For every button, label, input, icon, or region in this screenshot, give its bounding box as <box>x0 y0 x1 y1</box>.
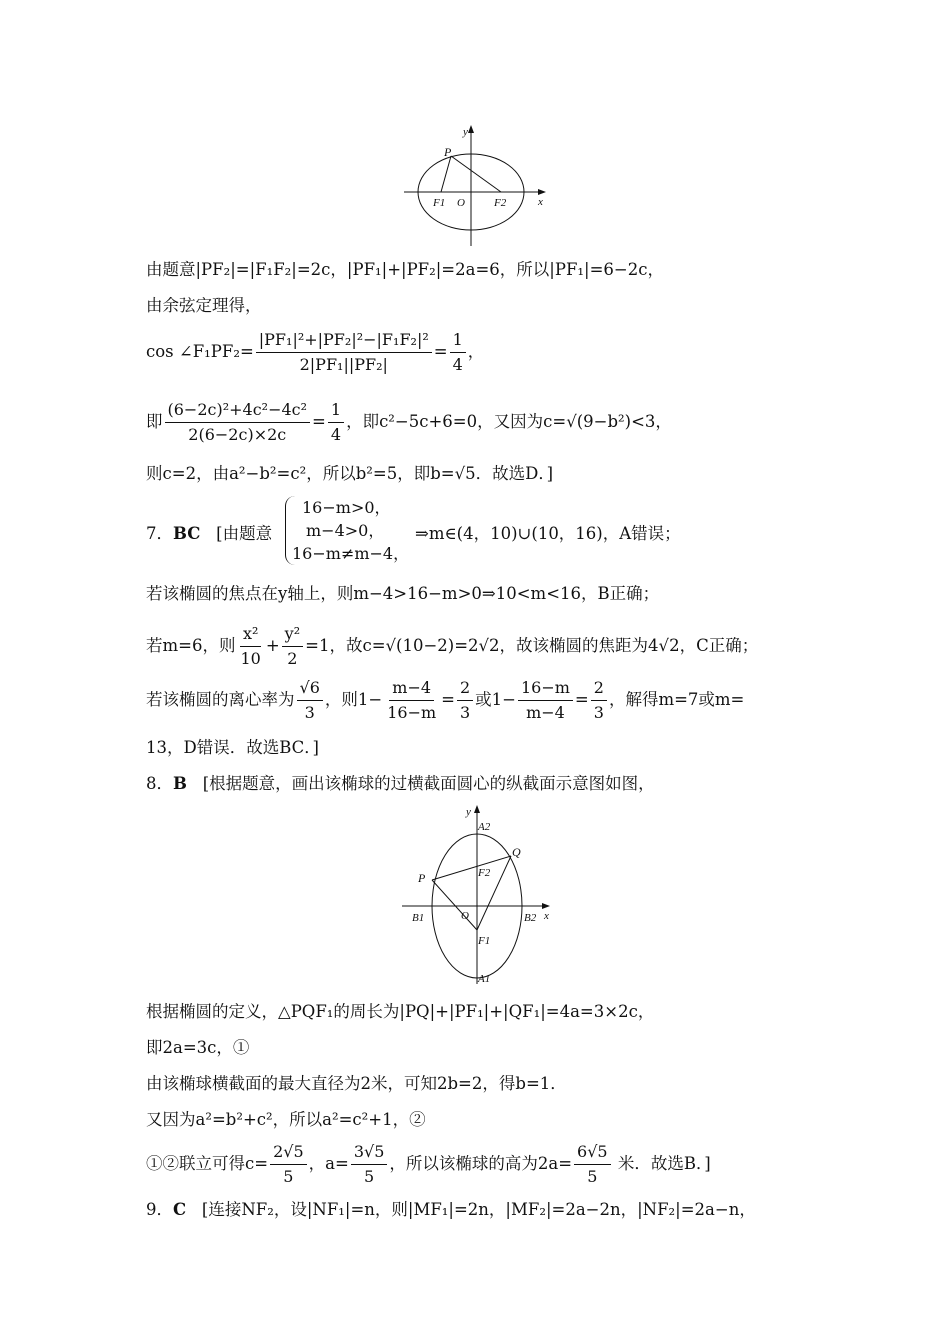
segment-PF2 <box>451 156 501 192</box>
label-O: O <box>457 197 465 209</box>
q7-line-2: 若该椭圆的焦点在y轴上，则m−4>16−m>0⇒10<m<16，B正确； <box>146 584 660 603</box>
q8-line-4: 由该椭球横截面的最大直径为2米，可知2b=2，得b=1． <box>146 1074 567 1093</box>
segment-PF1 <box>441 156 451 192</box>
label-y: y <box>466 806 471 818</box>
q9-answer: C <box>173 1200 187 1219</box>
q6-line-4: 即 $\frac{\text{(6−2c)²+4c²−4c²}}{2(6-2c)\times 2c}$ = $\frac{1}{4}$ ，即c²−5c+6=0，又因为c=√(9−b²)<3， <box>146 400 672 444</box>
label-A2: A2 <box>478 821 491 833</box>
q8-line-5: 又因为a²=b²+c²，所以a²=c²+1，② <box>146 1110 426 1129</box>
q7-answer: BC <box>173 524 201 543</box>
label-x: x <box>538 196 543 208</box>
q6-line-3: cos ∠F₁PF₂= $\frac{\text{|PF₁|²+|PF₂|²−|F₁F₂|²}}{\text{2|PF₁||PF₂|}}$ = $\frac{1}{4}$ ， <box>146 330 485 374</box>
q7-line-3: 若m=6，则 $\frac{\text{x²}}{10}$ + $\frac{\text{y²}}{2}$ =1，故c=√(10−2)=2√2，故该椭圆的焦距为4√2，C正确； <box>146 624 759 668</box>
label-y: y <box>463 126 468 138</box>
q7-line-4: 若该椭圆的离心率为 $\frac{√6}{3}$ ，则1− $\frac{m-4}{16-m}$ = $\frac{2}{3}$ 或1− $\frac{16-m}{m-4}$ = $\frac{2}{3}$ ，解得m=7或m= <box>146 678 745 722</box>
label-P: P <box>418 871 426 885</box>
label-B1: B1 <box>412 912 425 924</box>
label-O: O <box>461 910 469 922</box>
q6-line-2: 由余弦定理得， <box>146 296 262 315</box>
q7-result: ⇒m∈(4，10)∪(10，16)，A错误； <box>415 524 681 543</box>
q7-inequality-system: 16−m>0， m−4>0， 16−m≠m−4， <box>285 496 409 565</box>
label-F1: F1 <box>433 197 446 209</box>
q6-fraction-quarter: $\frac{1}{4}$ <box>450 330 466 375</box>
label-B2: B2 <box>524 912 537 924</box>
q6-cos-label: cos ∠F₁PF₂= <box>146 342 254 361</box>
q6-line-5: 则c=2，由a²−b²=c²，所以b²=5，即b=√5．故选D．] <box>146 464 554 483</box>
segment-PF1 <box>432 880 477 930</box>
q8-line-3: 即2a=3c，① <box>146 1038 250 1057</box>
label-F2: F2 <box>478 867 491 879</box>
ellipse-figure-1 <box>400 120 560 250</box>
label-P: P <box>444 145 452 159</box>
label-F2: F2 <box>494 197 507 209</box>
q8-line-2: 根据椭圆的定义，△PQF₁的周长为|PQ|+|PF₁|+|QF₁|=4a=3×2c， <box>146 1002 655 1021</box>
label-F1: F1 <box>478 935 491 947</box>
q8-header: 8．B [根据题意，画出该椭球的过横截面圆心的纵截面示意图如图， <box>146 774 655 793</box>
q6-cos-fraction: $\frac{\text{|PF₁|²+|PF₂|²−|F₁F₂|²}}{\text{2|PF₁||PF₂|}}$ <box>256 330 432 375</box>
label-x: x <box>544 910 549 922</box>
q8-answer: B <box>173 774 187 793</box>
q7-line-5: 13，D错误．故选BC．] <box>146 738 319 757</box>
q8-line-6: ①②联立可得c= $\frac{2√5}{5}$ ，a= $\frac{3√5}{5}$ ，所以该椭球的高为2a= $\frac{6√5}{5}$ 米．故选B．] <box>146 1142 711 1186</box>
ellipse-figure-2 <box>398 800 558 990</box>
q6-substitution-fraction: $\frac{\text{(6−2c)²+4c²−4c²}}{2(6-2c)\times 2c}$ <box>165 400 311 445</box>
q7-header: 7．BC [由题意 <box>146 524 273 543</box>
label-Q: Q <box>512 845 521 859</box>
q6-line-1: 由题意|PF₂|=|F₁F₂|=2c，|PF₁|+|PF₂|=2a=6，所以|PF₁|=6−2c， <box>146 260 664 279</box>
label-A1: A1 <box>478 973 491 985</box>
q9-header: 9．C [连接NF₂，设|NF₁|=n，则|MF₁|=2n，|MF₂|=2a−2n，|NF₂|=2a−n， <box>146 1200 756 1219</box>
segment-PQ <box>432 856 511 880</box>
